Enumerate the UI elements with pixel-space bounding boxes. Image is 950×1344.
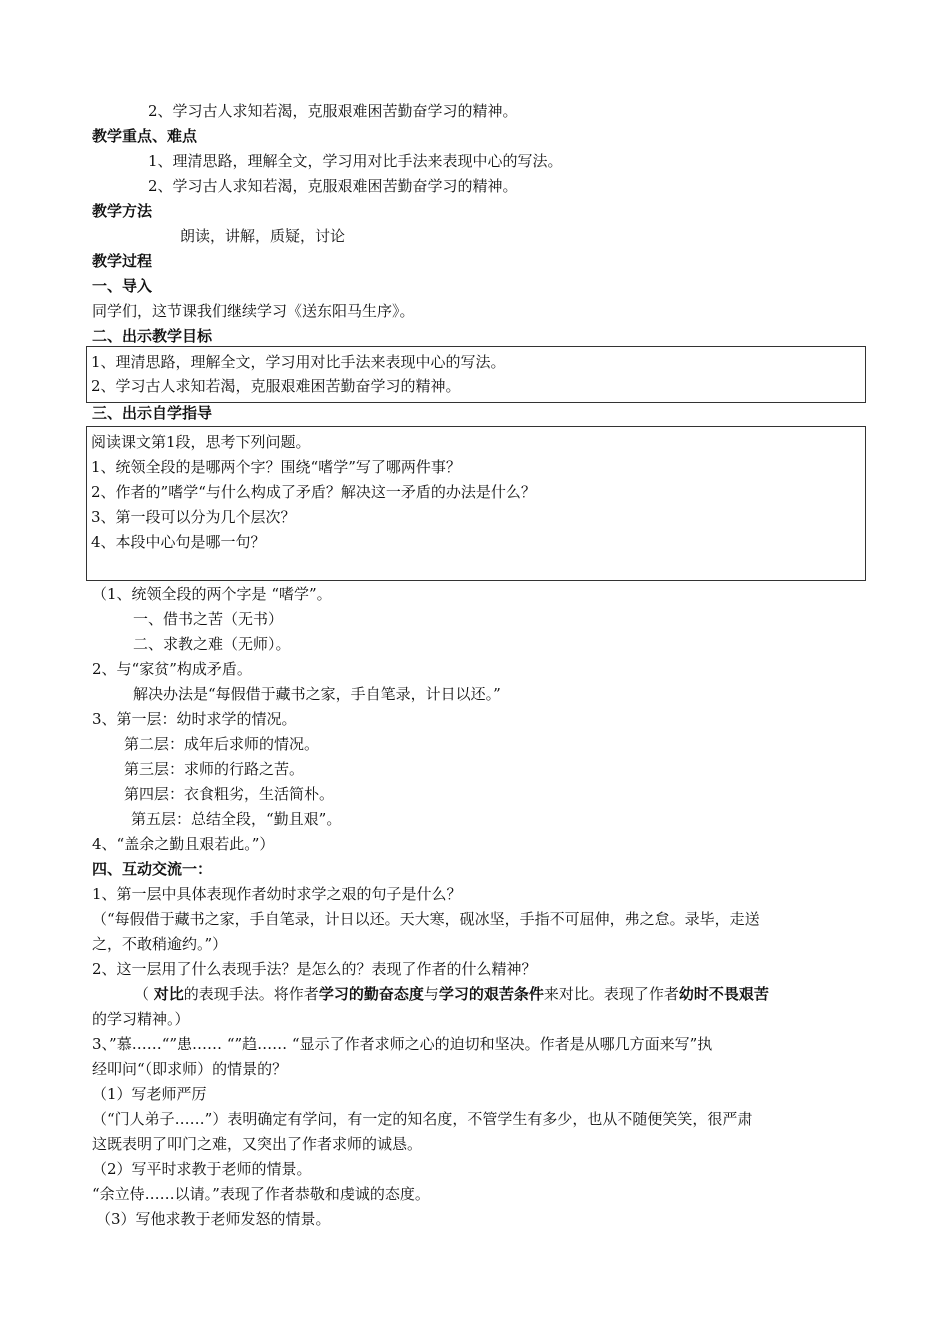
answer-4: 4、“盖余之勤且艰若此。”）	[92, 835, 275, 853]
question-3-point-1-detail-line-1: （“门人弟子……”）表明确定有学问，有一定的知名度，不管学生有多少，也从不随便笑笑，很严肃	[92, 1110, 753, 1128]
goals-box	[86, 346, 866, 403]
teaching-method-text: 朗读，讲解，质疑，讨论	[180, 227, 346, 245]
goal-item-2: 2、学习古人求知若渴，克服艰难困苦勤奋学习的精神。	[148, 102, 518, 120]
self-study-question-3: 3、第一段可以分为几个层次？	[91, 508, 296, 526]
question-3-point-1-detail-line-2: 这既表明了叩门之难，又突出了作者求师的诚恳。	[92, 1135, 423, 1153]
key-point-1: 1、理清思路，理解全文，学习用对比手法来表现中心的写法。	[148, 152, 563, 170]
heading-self-study-guide: 三、出示自学指导	[92, 404, 213, 422]
heading-key-points: 教学重点、难点	[92, 127, 198, 145]
question-3-point-2-detail: “余立侍……以请。”表现了作者恭敬和虔诚的态度。	[92, 1185, 430, 1203]
heading-show-goals: 二、出示教学目标	[92, 327, 213, 345]
interaction-answer-1-line-2: 之，不敢稍逾约。”）	[92, 935, 228, 953]
answer-2-bold-spirit: 幼时不畏艰苦	[678, 985, 769, 1003]
interaction-question-1: 1、第一层中具体表现作者幼时求学之艰的句子是什么？	[92, 885, 462, 903]
introduction-text: 同学们，这节课我们继续学习《送东阳马生序》。	[92, 302, 415, 320]
self-study-question-1: 1、统领全段的是哪两个字？围绕“嗜学”写了哪两件事？	[91, 458, 461, 476]
self-study-question-4: 4、本段中心句是哪一句？	[91, 533, 266, 551]
answer-1: （1、统领全段的两个字是 “嗜学”。	[92, 585, 332, 603]
answer-2-text-3: 与	[423, 985, 439, 1003]
interaction-question-3-line-2: 经叩问“（即求师）的情景的？	[92, 1060, 288, 1078]
answer-2: 2、与“家贫”构成矛盾。	[92, 660, 252, 678]
interaction-question-3-line-1: 3、”慕……“”患…… “”趋…… “显示了作者求师之心的迫切和坚决。作者是从哪几方面来写”执	[92, 1035, 713, 1053]
answer-1-item-2: 二、求教之难（无师）。	[133, 635, 291, 653]
question-3-point-3: （3）写他求教于老师发怒的情景。	[96, 1210, 331, 1228]
answer-2-bold-attitude: 学习的勤奋态度	[318, 985, 424, 1003]
answer-2-text-2: 的表现手法。将作者	[183, 985, 319, 1003]
self-study-box	[86, 426, 866, 581]
answer-3-layer-4: 第四层：衣食粗劣，生活简朴。	[124, 785, 335, 803]
answer-3-layer-3: 第三层：求师的行路之苦。	[124, 760, 305, 778]
answer-2-text-1: （	[134, 985, 154, 1003]
question-3-point-1: （1）写老师严厉	[92, 1085, 207, 1103]
answer-3-layer-5: 第五层：总结全段，“勤且艰”。	[131, 810, 342, 828]
heading-interaction: 四、互动交流一：	[92, 860, 213, 878]
answer-1-item-1: 一、借书之苦（无书）	[133, 610, 284, 628]
heading-teaching-method: 教学方法	[92, 202, 153, 220]
answer-2-bold-contrast: 对比	[153, 985, 184, 1003]
question-3-point-2: （2）写平时求教于老师的情景。	[92, 1160, 312, 1178]
goals-box-line-2: 2、学习古人求知若渴，克服艰难困苦勤奋学习的精神。	[91, 377, 461, 395]
interaction-answer-2-line-1	[134, 984, 769, 1004]
interaction-question-2: 2、这一层用了什么表现手法？是怎么的？表现了作者的什么精神？	[92, 960, 537, 978]
key-point-2: 2、学习古人求知若渴，克服艰难困苦勤奋学习的精神。	[148, 177, 518, 195]
answer-3: 3、第一层：幼时求学的情况。	[92, 710, 297, 728]
answer-2-detail: 解决办法是“每假借于藏书之家，手自笔录，计日以还。”	[133, 685, 501, 703]
interaction-answer-2-line-2: 的学习精神。）	[92, 1010, 190, 1028]
heading-teaching-process: 教学过程	[92, 252, 153, 270]
heading-introduction: 一、导入	[92, 277, 153, 295]
answer-2-text-4: 来对比。表现了作者	[543, 985, 679, 1003]
goals-box-line-1: 1、理清思路，理解全文，学习用对比手法来表现中心的写法。	[91, 353, 506, 371]
self-study-intro: 阅读课文第1段，思考下列问题。	[91, 433, 311, 451]
answer-2-bold-conditions: 学习的艰苦条件	[438, 985, 544, 1003]
interaction-answer-1-line-1: （“每假借于藏书之家，手自笔录，计日以还。天大寒，砚冰坚，手指不可屈伸，弗之怠。录毕，走送	[92, 910, 760, 928]
self-study-question-2: 2、作者的”嗜学“与什么构成了矛盾？解决这一矛盾的办法是什么？	[91, 483, 536, 501]
answer-3-layer-2: 第二层：成年后求师的情况。	[124, 735, 320, 753]
